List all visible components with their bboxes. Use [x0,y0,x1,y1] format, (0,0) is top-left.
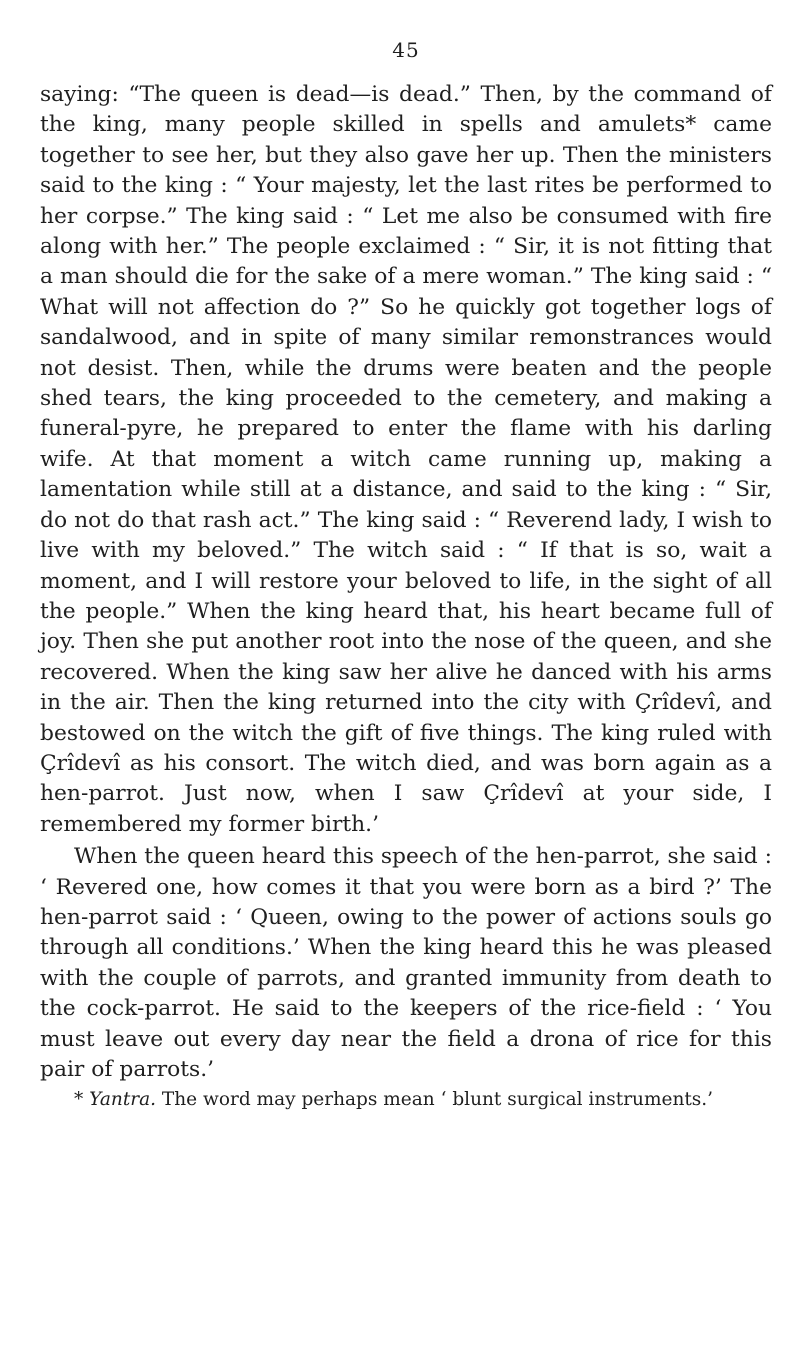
paragraph-2: When the queen heard this speech of the hen-parrot, she said : ‘ Revered one, how comes it that you were born as a bird ?’ The hen-parrot said : ‘ Queen, owing to the power of actions souls go through all conditions.’ When the king heard this he was pleased with the couple of parrots, and granted immunity from death to the cock-parrot. He said to the keepers of the rice-field : ‘ You must leave out every day near the field a drona of rice for this pair of parrots.’ [40,844,772,1082]
paragraph-1: saying: “The queen is dead—is dead.” Then, by the command of the king, many people skilled in spells and amulets* came together to see her, but they also gave her up. Then the ministers said to the king : “ Your majesty, let the last rites be performed to her corpse.” The king said : “ Let me also be consumed with fire along with her.” The people exclaimed : “ Sir, it is not fitting that a man should die for the sake of a mere woman.” The king said : “ What will not affection do ?” So he quickly got together logs of sandalwood, and in spite of many similar remonstrances would not desist. Then, while the drums were beaten and the people shed tears, the king proceeded to the cemetery, and making a funeral-pyre, he prepared to enter the flame with his darling wife. At that moment a witch came running up, making a lamentation while still at a distance, and said to the king : “ Sir, do not do that rash act.” The king said : “ Reverend lady, I wish to live with my beloved.” The witch said : “ If that is so, wait a moment, and I will restore your beloved to life, in the sight of all the people.” When the king heard that, his heart became full of joy. Then she put another root into the nose of the queen, and she recovered. When the king saw her alive he danced with his arms in the air. Then the king returned into the city with Çrîdevî, and bestowed on the witch the gift of five things. The king ruled with Çrîdevî as his consort. The witch died, and was born again as a hen-parrot. Just now, when I saw Çrîdevî at your side, I remembered my former birth.’ [40,82,772,837]
footnote-marker: * Yantra. [74,1089,157,1111]
page-number: 45 [392,38,420,62]
footnote-text: The word may perhaps mean ‘ blunt surgical instruments.’ [156,1089,714,1111]
book-page [40,38,772,1113]
footnote [40,1087,772,1113]
